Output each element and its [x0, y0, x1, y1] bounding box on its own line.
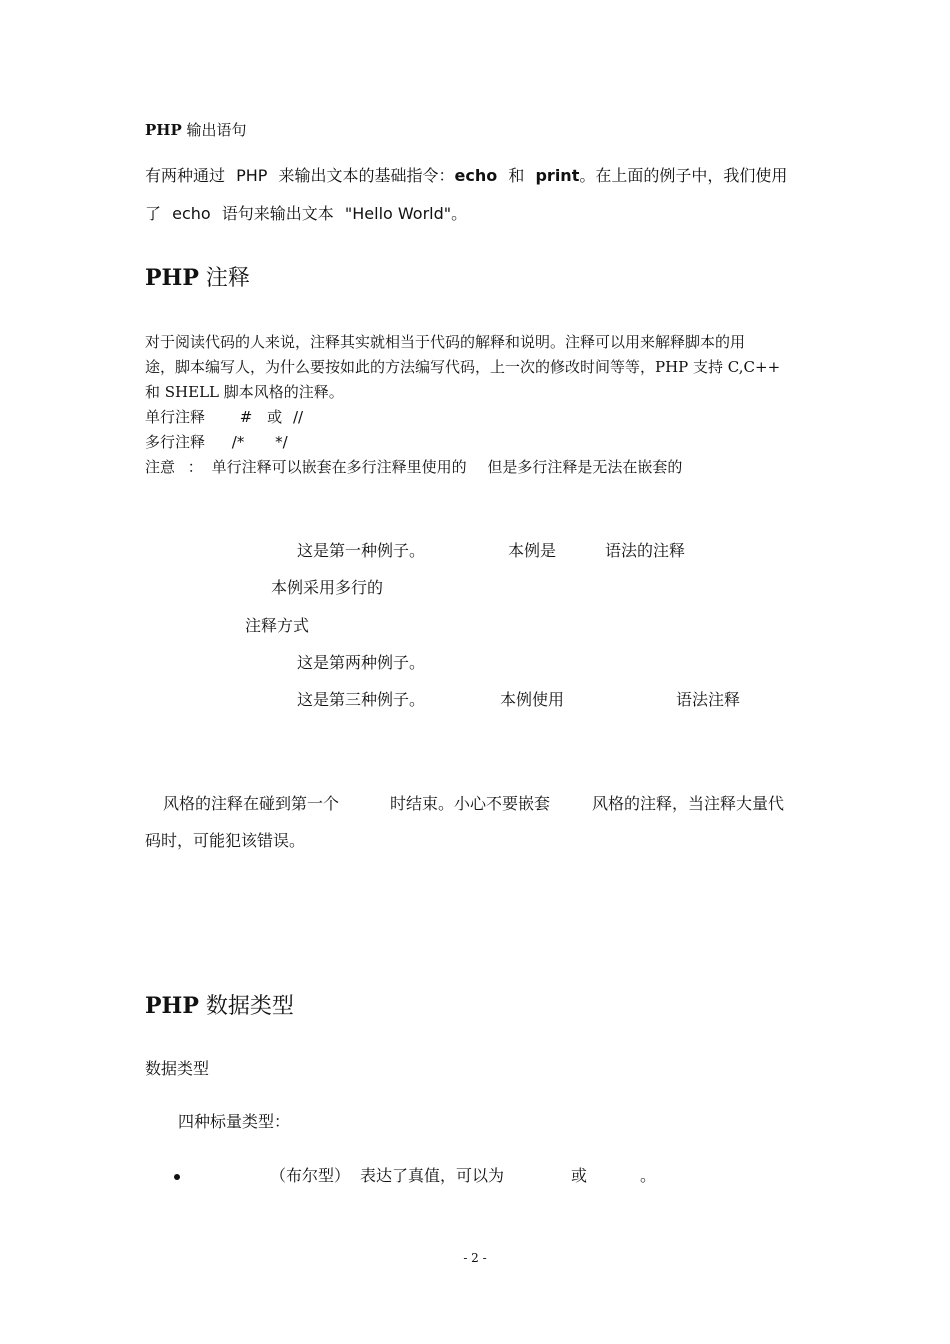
example-line-5a: 这是第三种例子。: [297, 690, 426, 709]
example-line-1c: 语法的注释: [605, 541, 686, 560]
example-line-5c: 语法注释: [676, 690, 741, 709]
echo-paragraph-line-1: 有两种通过 PHP 来输出文本的基础指令：echo 和 print。在上面的例子中，我们使用: [145, 166, 788, 185]
example-line-1b: 本例是: [508, 541, 557, 560]
bullet-boolean-d: 。: [640, 1166, 657, 1185]
comments-paragraph-line-3: 和 SHELL 脚本风格的注释。: [145, 383, 344, 401]
single-line-comment-row: 单行注释 # 或 //: [145, 408, 304, 426]
warning-line-1b: 时结束。小心不要嵌套: [390, 794, 551, 813]
example-line-4: 这是第两种例子。: [297, 653, 426, 672]
comments-paragraph-line-2: 途，脚本编写人，为什么要按如此的方法编写代码，上一次的修改时间等等，PHP 支持 C,C++: [145, 358, 781, 376]
warning-line-2: 码时，可能犯该错误。: [145, 831, 306, 850]
example-line-3: 注释方式: [245, 616, 310, 635]
example-line-2: 本例采用多行的: [271, 578, 384, 597]
echo-section-heading: PHP 输出语句: [145, 121, 247, 139]
bullet-boolean-a: （布尔型）: [270, 1166, 351, 1185]
scalar-types-intro: 四种标量类型：: [178, 1112, 291, 1131]
warning-line-1a: 风格的注释在碰到第一个: [163, 794, 340, 813]
comments-paragraph-line-1: 对于阅读代码的人来说，注释其实就相当于代码的解释和说明。注释可以用来解释脚本的用: [145, 333, 746, 351]
warning-line-1c: 风格的注释，当注释大量代: [592, 794, 785, 813]
example-line-5b: 本例使用: [500, 690, 565, 709]
bullet-boolean-c: 或: [571, 1166, 588, 1185]
data-types-section-heading: PHP 数据类型: [145, 993, 294, 1019]
comment-note-row: 注意 ： 单行注释可以嵌套在多行注释里使用的 但是多行注释是无法在嵌套的: [145, 458, 683, 476]
bullet-boolean-b: 表达了真值，可以为: [360, 1166, 505, 1185]
multi-line-comment-row: 多行注释 /* */: [145, 433, 288, 451]
bullet-icon: [174, 1174, 180, 1180]
echo-paragraph-line-2: 了 echo 语句来输出文本 "Hello World"。: [145, 204, 468, 223]
page-number: - 2 -: [463, 1251, 487, 1265]
data-types-subheading: 数据类型: [145, 1059, 210, 1078]
comments-section-heading: PHP 注释: [145, 265, 250, 291]
example-line-1a: 这是第一种例子。: [297, 541, 426, 560]
